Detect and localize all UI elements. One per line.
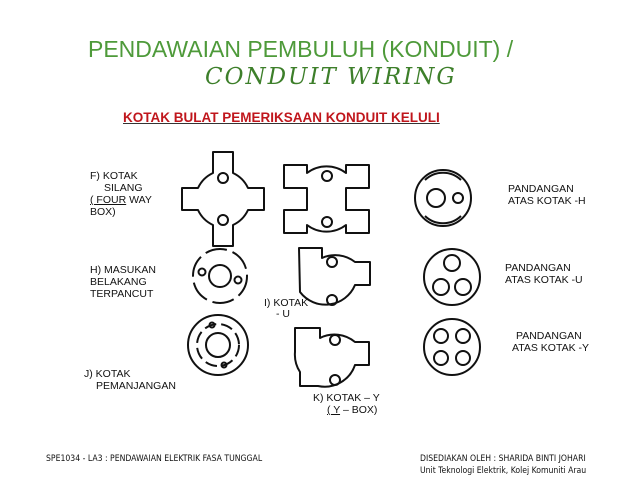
top-view-u-hole-top bbox=[444, 255, 460, 271]
y-box-hole-top bbox=[330, 335, 340, 345]
label-f-way: WAY bbox=[126, 194, 152, 206]
top-view-y-outline bbox=[424, 319, 480, 375]
label-view-y-line2: ATAS KOTAK -Y bbox=[512, 342, 590, 354]
through-box-hole-bottom bbox=[322, 217, 332, 227]
footer-unit: Unit Teknologi Elektrik, Kolej Komuniti Arau bbox=[420, 466, 587, 476]
label-view-h-line1: PANDANGAN bbox=[508, 183, 574, 195]
y-box-hole-bottom bbox=[330, 375, 340, 385]
through-box-drawing bbox=[284, 165, 369, 233]
top-view-u-hole-left bbox=[433, 279, 449, 295]
label-k-box: – BOX) bbox=[340, 404, 378, 416]
top-view-y-drawing bbox=[424, 319, 480, 375]
label-view-u-line2: ATAS KOTAK -U bbox=[505, 274, 583, 286]
top-view-y-hole-tl bbox=[434, 329, 448, 343]
label-h-line1: H) MASUKAN bbox=[90, 264, 156, 276]
top-view-y-hole-bl bbox=[434, 351, 448, 365]
extension-box-ring bbox=[197, 324, 239, 366]
label-view-u-line1: PANDANGAN bbox=[505, 262, 571, 274]
four-way-box-outline bbox=[182, 152, 264, 246]
back-entry-centre bbox=[209, 265, 231, 287]
label-k-line1: K) KOTAK – Y bbox=[313, 392, 380, 404]
through-box-hole-top bbox=[322, 171, 332, 181]
label-k-y: ( Y bbox=[327, 404, 341, 416]
through-box-outline bbox=[284, 165, 369, 233]
four-way-box-hole-top bbox=[218, 173, 228, 183]
label-h-line3: TERPANCUT bbox=[90, 288, 154, 300]
back-entry-hole-left bbox=[199, 269, 206, 276]
label-view-y-line1: PANDANGAN bbox=[516, 330, 582, 342]
back-entry-hole-right bbox=[235, 277, 242, 284]
u-box-drawing bbox=[299, 248, 370, 305]
top-view-u-drawing bbox=[424, 249, 480, 305]
top-view-y-hole-tr bbox=[456, 329, 470, 343]
extension-box-drawing bbox=[188, 315, 248, 375]
label-f-line4: BOX) bbox=[90, 206, 116, 218]
top-view-h-hole-left bbox=[427, 189, 445, 207]
extension-box-centre bbox=[206, 333, 230, 357]
four-way-box-hole-bottom bbox=[218, 215, 228, 225]
back-entry-box-drawing bbox=[193, 249, 247, 303]
top-view-u-hole-right bbox=[455, 279, 471, 295]
footer-course: SPE1034 - LA3 : PENDAWAIAN ELEKTRIK FASA TUNGGAL bbox=[46, 454, 263, 464]
label-view-h-line2: ATAS KOTAK -H bbox=[508, 195, 586, 207]
footer-author: DISEDIAKAN OLEH : SHARIDA BINTI JOHARI bbox=[420, 454, 586, 464]
page-title: PENDAWAIAN PEMBULUH (KONDUIT) / bbox=[88, 36, 514, 62]
top-view-h-hole-right bbox=[453, 193, 463, 203]
top-view-y-hole-br bbox=[456, 351, 470, 365]
page-title-english: CONDUIT WIRING bbox=[205, 64, 457, 90]
label-f-four: ( FOUR bbox=[90, 194, 127, 206]
y-box-drawing bbox=[295, 328, 369, 387]
label-h-line2: BELAKANG bbox=[90, 276, 147, 288]
label-j-line2: PEMANJANGAN bbox=[96, 380, 176, 392]
u-box-hole-top bbox=[327, 257, 337, 267]
four-way-box-drawing bbox=[182, 152, 264, 246]
label-i-line1: I) KOTAK bbox=[264, 297, 309, 309]
top-view-u-outline bbox=[424, 249, 480, 305]
label-i-line2: - U bbox=[276, 308, 290, 317]
label-f-line2: SILANG bbox=[104, 182, 143, 194]
top-view-h-drawing bbox=[415, 170, 471, 226]
label-f-line1: F) KOTAK bbox=[90, 170, 138, 182]
diagram-subtitle: KOTAK BULAT PEMERIKSAAN KONDUIT KELULI bbox=[123, 110, 440, 125]
label-j-line1: J) KOTAK bbox=[84, 368, 131, 380]
